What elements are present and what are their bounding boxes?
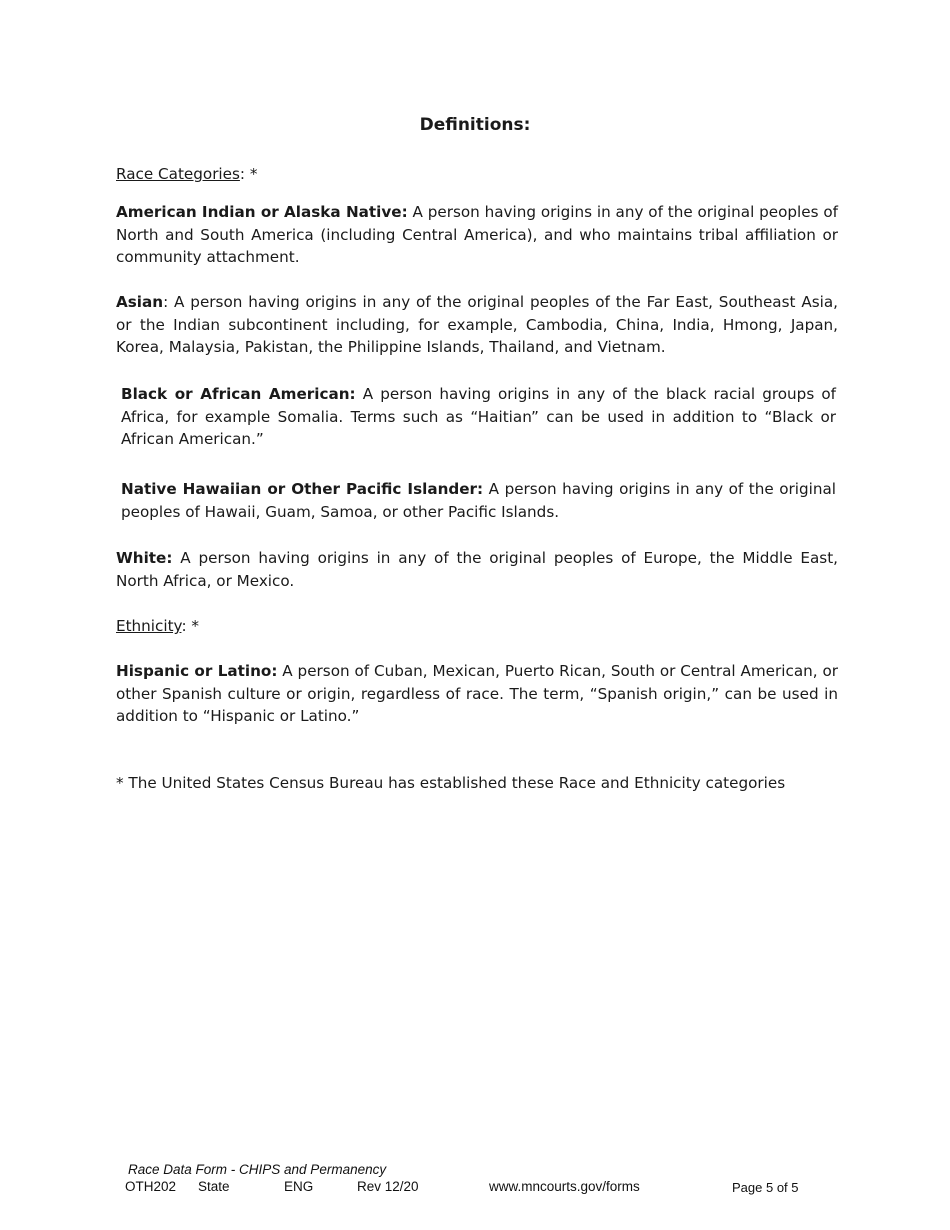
definition-black-african-american — [121, 383, 836, 451]
definition-term: White: — [116, 549, 173, 567]
definition-asian — [116, 291, 838, 359]
ethnicity-heading — [116, 615, 838, 638]
definition-text: A person having origins in any of the original peoples of Hawaii, Guam, Samoa, or other Pacific Islands. — [121, 480, 836, 521]
definition-hispanic-latino — [116, 660, 838, 728]
definition-term: Asian — [116, 293, 164, 311]
definition-text: A person having origins in any of the original peoples of Europe, the Middle East, North Africa, or Mexico. — [116, 549, 838, 590]
definition-text: : A person having origins in any of the original peoples of the Far East, Southeast Asia, or the Indian subcontinent including, for example, Cambodia, China, India, Hmong, Japan, Korea, Malaysia, Pakistan, the Philippine Islands, Thailand, and Vietnam. — [116, 293, 838, 356]
definition-native-hawaiian — [121, 478, 836, 523]
footer-url[interactable]: www.mncourts.gov/forms — [489, 1179, 640, 1194]
footer-page-number: Page 5 of 5 — [732, 1180, 799, 1195]
race-heading-suffix: : * — [239, 165, 258, 183]
footer-language: ENG — [284, 1179, 314, 1194]
definition-term: Hispanic or Latino: — [116, 662, 278, 680]
race-heading-label: Race Categories — [116, 165, 240, 183]
footer-revision: Rev 12/20 — [357, 1179, 419, 1194]
ethnicity-heading-label: Ethnicity — [116, 617, 182, 635]
footer-jurisdiction: State — [198, 1179, 230, 1194]
ethnicity-heading-suffix: : * — [181, 617, 199, 635]
page-title: Definitions: — [419, 115, 531, 135]
footer-form-title: Race Data Form - CHIPS and Permanency — [128, 1162, 387, 1177]
definition-term: Native Hawaiian or Other Pacific Islander: — [121, 480, 484, 498]
race-categories-heading — [116, 163, 838, 186]
definition-text: A person having origins in any of the black racial groups of Africa, for example Somalia. Terms such as “Haitian” can be used in addition to “Black or African American.” — [121, 385, 836, 448]
definition-white — [116, 547, 838, 592]
definition-term: American Indian or Alaska Native: — [116, 203, 408, 221]
definition-text: A person of Cuban, Mexican, Puerto Rican, South or Central American, or other Spanish culture or origin, regardless of race. The term, “Spanish origin,” can be used in addition to “Hispanic or Latino.” — [116, 662, 838, 725]
footnote: * The United States Census Bureau has established these Race and Ethnicity categories — [116, 774, 786, 792]
definition-term: Black or African American: — [121, 385, 356, 403]
footer-form-code: OTH202 — [125, 1179, 177, 1194]
definition-text: A person having origins in any of the original peoples of North and South America (including Central America), and who maintains tribal affiliation or community attachment. — [116, 203, 838, 266]
definition-american-indian — [116, 201, 838, 269]
